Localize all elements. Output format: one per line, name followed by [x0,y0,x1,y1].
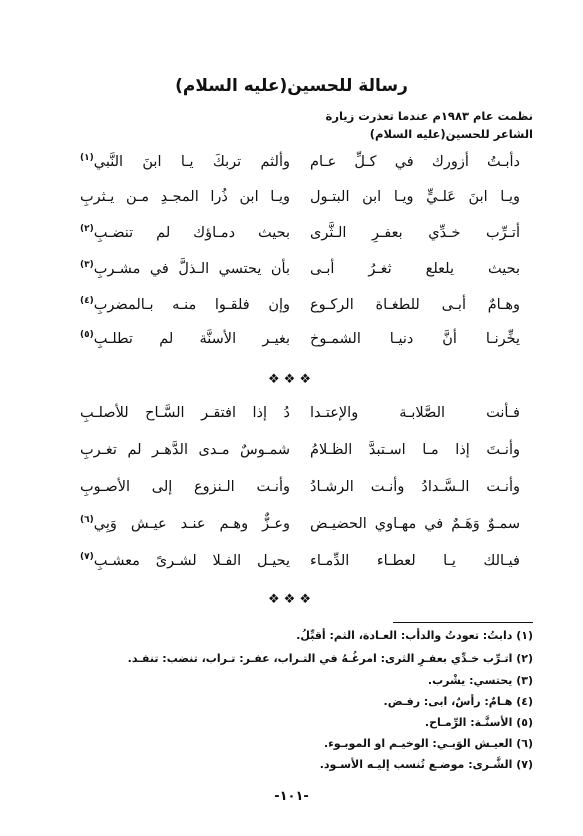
poem-subtitle-line-2: الشاعر للحسين(عليه السلام) [369,127,533,141]
verse-second-hemistich [80,182,290,212]
footnote-divider [393,622,533,623]
footnote-marker: (٤) [80,296,94,307]
verse-first-hemistich: فـأنت الصَّلابـة والإعتـدا [310,405,520,421]
verse [80,398,520,428]
verse-second-text: يحيـل الفـلا لشـرىً معشـبِ [93,553,290,569]
section-separator: ❖❖❖ [268,592,315,607]
footnote-marker: (٦) [80,515,94,526]
verse [80,218,520,248]
verse-first-hemistich: يخِّرنـا أنَّ دنيـا الشمـوخ [310,331,520,347]
section-separator: ❖❖❖ [268,372,315,387]
verse [80,509,520,539]
verse-second-hemistich [80,435,290,465]
verse-second-hemistich [80,546,290,576]
footnote: (٥) الأسنَّـة: الرِّمـاح. [424,716,533,729]
footnote-marker: (٢) [80,224,94,235]
footnote: (٧) الشَّـرى: موضـع تُنسب إليـه الأسـود. [319,758,533,771]
verse-second-text: بغيـر الأسنَّة لم تطلـبِ [93,331,290,347]
page-number: -١٠١- [274,789,309,804]
verse [80,472,520,502]
verse [80,147,520,177]
footnote: (٦) العيـش الوَبـي: الوخيـم او الموبـوء. [323,737,533,750]
verse-second-hemistich [80,254,290,284]
verse-second-text: وعـزٌّ وهـم عنـد عيـش وَبِي [93,516,290,532]
verse-second-hemistich [80,218,290,248]
verse-second-text: وإن فلقـوا منـه بـالمضربِ [93,297,290,313]
verse [80,546,520,576]
verse [80,324,520,354]
verse [80,254,520,284]
verse-first-hemistich: وأنـت الـسَّـدادُ وأنـت الرشـادُ [310,479,520,495]
verse-first-hemistich: بحيث يلعلع ثغـرُ أبـى [310,261,520,277]
verse [80,290,520,320]
verse-second-hemistich [80,509,290,539]
verse [80,182,520,212]
verse-first-hemistich: سمـوٌ وَهَـمٌ في مهـاوي الحضيـض [310,516,520,532]
footnote: (٢) اتـرِّب خـدِّي بعفـرِ الثرى: امرغُـهُ في التـراب، عفـر: تـراب، تنضب: تنفـد. [127,652,533,665]
verse-second-text: وأنـت الـنزوع إلى الأصـوبِ [80,479,290,495]
footnote-marker: (١) [80,153,94,164]
footnote: (٣) يحتسي: يشْرب. [427,674,533,687]
verse-second-text: بأن يحتسي الـذلَّ في مشـربِ [93,261,290,277]
footnote: (١) دابتُ: تعودتُ والدأب: العـادة، الثم: أقبِّلُ. [296,629,533,642]
footnote: (٤) هـامٌ: رأسٌ، ابى: رفـض. [383,695,533,708]
verse-first-hemistich: وأنـتَ إذا مـا اسـتبدَّ الظـلامُ [310,442,520,458]
verse-first-hemistich: ويـا ابنَ عَلـيٍّ ويـا ابن البتـول [310,189,520,205]
verse-second-text: بحيث دمـاؤك لم تنضـبِ [93,225,290,241]
verse-second-hemistich [80,398,290,428]
verse-second-text: شمـوسٌ مـدى الدَّهـر لم تغـربِ [80,442,290,458]
verse-first-hemistich: أتـرِّب خـدِّي بعفـرِ الـثَّرى [310,225,520,241]
verse-second-hemistich [80,472,290,502]
verse-first-hemistich: فيـالك يـا لعطـاء الدِّمـاء [310,553,520,569]
verse-second-hemistich [80,147,290,177]
verse-first-hemistich: دأبـتُ أزورك في كـلِّ عـام [310,154,520,170]
verse-second-hemistich [80,324,290,354]
verse-first-hemistich: وهـامٌ أبـى للطغـاة الركـوع [310,297,520,313]
footnote-marker: (٧) [80,552,94,563]
poem-subtitle-line-1: نظمت عام ١٩٨٣م عندما تعذرت زيارة [325,109,533,123]
footnote-marker: (٣) [80,260,94,271]
poem-title: رسالة للحسين(عليه السلام) [175,76,408,96]
verse-second-text: وألثم تربكَ يـا ابنَ النَّبي [93,154,290,170]
verse-second-text: ويـا ابن ذُرا المجـدِ مـن يـثربِ [80,189,290,205]
verse-second-text: دُ إذا افتقـر السَّـاح للأصلـبِ [80,405,290,421]
footnote-marker: (٥) [80,330,94,341]
verse [80,435,520,465]
verse-second-hemistich [80,290,290,320]
